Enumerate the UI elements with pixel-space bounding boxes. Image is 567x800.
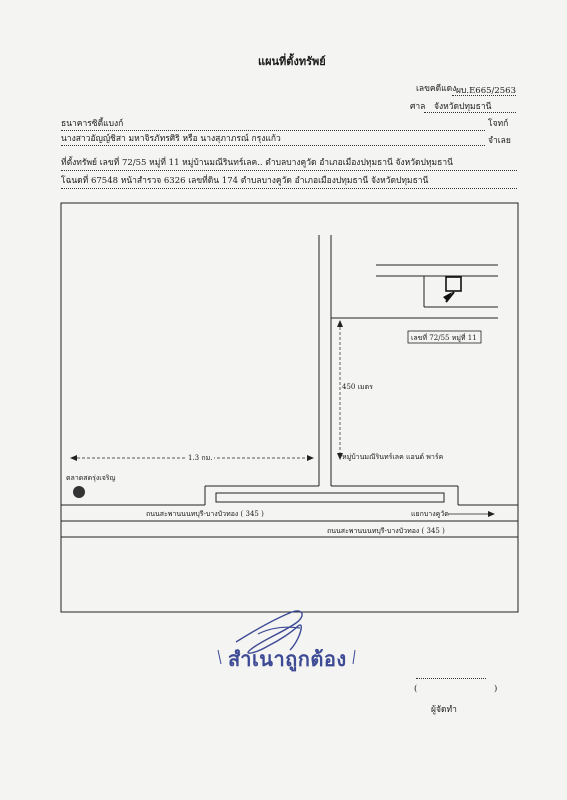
case-number-value: ผบ.E665/2563 [456,86,517,96]
highway-upper-label: ถนนสะพานนนทบุรี-บางบัวทอง ( 345 ) [146,510,264,518]
signer-role: ผู้จัดทำ [431,705,457,715]
plaintiff-name: ธนาคารซิตี้แบงก์ [61,119,124,129]
property-location: ที่ตั้งทรัพย์ เลขที่ 72/55 หมู่ที่ 11 หมู่บ้านมณีรินทร์เลค.. ตำบลบางคูวัด อำเภอเมืองปทุมธานี จังหวัดปทุมธานี [61,158,453,168]
court-value: จังหวัดปทุมธานี [434,102,492,112]
village-label: หมู่บ้านมณีรินทร์เลค แอนด์ พาร์ค [342,453,444,461]
certified-copy-stamp: สำเนาถูกต้อง [228,647,347,671]
case-number-label: เลขคดีแดง [416,84,457,94]
market-label: ตลาดสดรุ่งเจริญ [66,474,116,482]
highway-lower-label: ถนนสะพานนนทบุรี-บางบัวทอง ( 345 ) [327,527,445,535]
horizontal-distance-label: 1.3 กม. [188,454,213,462]
court-label: ศาล [410,102,426,112]
signer-paren-open: ( [414,684,418,694]
junction-label: แยกบางคูวัด [411,510,449,518]
signer-paren-close: ) [494,684,498,694]
property-deed: โฉนดที่ 67548 หน้าสำรวจ 6326 เลขที่ดิน 174 ตำบลบางคูวัด อำเภอเมืองปทุมธานี จังหวัดปทุมธานี [61,176,429,186]
defendant-name: นางสาวอัญญ์ชิสา มหาจิรภัทรศิริ หรือ นางสุภาภรณ์ กรุงแก้ว [61,134,281,144]
vertical-distance-label: 450 เมตร [342,383,373,391]
signature-line [416,678,486,679]
plaintiff-role: โจทก์ [488,119,509,129]
page-title: แผนที่ตั้งทรัพย์ [258,55,326,68]
house-label: เลขที่ 72/55 หมู่ที่ 11 [411,334,477,342]
defendant-role: จำเลย [488,136,511,146]
